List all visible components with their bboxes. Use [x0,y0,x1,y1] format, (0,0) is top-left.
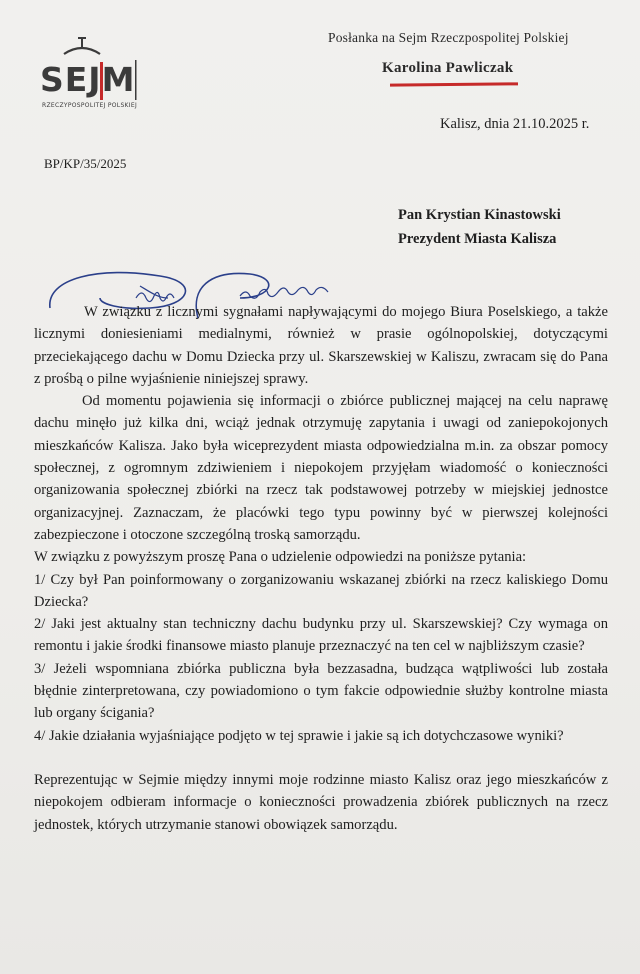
paragraph-request: W związku z powyższym proszę Pana o udzielenie odpowiedzi na poniższe pytania: [34,549,527,566]
mp-title: Posłanka na Sejm Rzeczpospolitej Polskiej [328,30,569,45]
mp-name-underline [390,82,518,86]
reference-number: BP/KP/35/2025 [44,156,127,171]
question-item: 3/ Jeżeli wspomniana zbiórka publiczna była bezzasadna, budząca wątpliwości lub została błędnie zinterpretowana, czy powiadomiono o tym fakcie odpowiednie służby kontrolne miasta lub organy ścigania? [34,660,608,722]
question-item: 2/ Jaki jest aktualny stan techniczny dachu budynku przy ul. Skarszewskiej? Czy wymaga on remontu i jakie środki finansowe miasto planuje przeznaczyć na ten cel w najbliższym czasie? [34,616,608,655]
addressee-name: Pan Krystian Kinastowski [398,207,561,223]
sejm-logo [38,34,148,114]
paragraph-gap [34,747,608,769]
question-item: 4/ Jakie działania wyjaśniające podjęto w tej sprawie i jakie są ich dotychczasowe wyniki? [34,727,564,744]
question-item: 1/ Czy był Pan poinformowany o zorganizowaniu wskazanej zbiórki na rzecz kaliskiego Domu Dziecka? [34,571,608,610]
letterhead [328,30,608,76]
letter-body [34,301,608,836]
mp-name: Karolina Pawliczak [382,60,514,76]
sejm-wordmark: SEJM [40,60,136,99]
sejm-subtitle: RZECZYPOSPOLITEJ POLSKIEJ [42,102,138,109]
addressee-title: Prezydent Miasta Kalisza [398,231,557,247]
place-date: Kalisz, dnia 21.10.2025 r. [440,116,590,132]
paragraph-closing: Reprezentując w Sejmie między innymi moje rodzinne miasto Kalisz oraz jego mieszkańców z niepokojem odbieram informacje o konieczności prowadzenia zbiórek publicznych na rzecz jednostek, których utrzymanie stanowi obowiązek samorządu. [34,771,608,833]
addressee [398,203,561,251]
paragraph-intro: W związku z licznymi sygnałami napływającymi do mojego Biura Poselskiego, a także licznymi doniesieniami medialnymi, również w prasie ogólnopolskiej, dotyczącymi przeciekającego dachu w Domu Dziecka przy ul. Skarszewskiej w Kaliszu, zwracam się do Pana z prośbą o pilne wyjaśnienie niniejszej sprawy. [34,304,608,387]
paragraph-context: Od momentu pojawienia się informacji o zbiórce publicznej mającej na celu naprawę dachu minęło już kilka dni, wciąż jednak otrzymuję zapytania i uwagi od zaniepokojonych mieszkańców Kalisza. Jako była wiceprezydent miasta odpowiedzialna m.in. za obszar pomocy społecznej, z ogromnym zdziwieniem i niepokojem przyjęłam wiadomość o konieczności organizowania społecznej zbiórki na rzecz tak podstawowej potrzeby w miejskiej jednostce organizacyjnej. Zaznaczam, że placówki tego typu powinny być w pierwszej kolejności zabezpieczone i otoczone szczególną troską samorządu. [34,393,608,543]
